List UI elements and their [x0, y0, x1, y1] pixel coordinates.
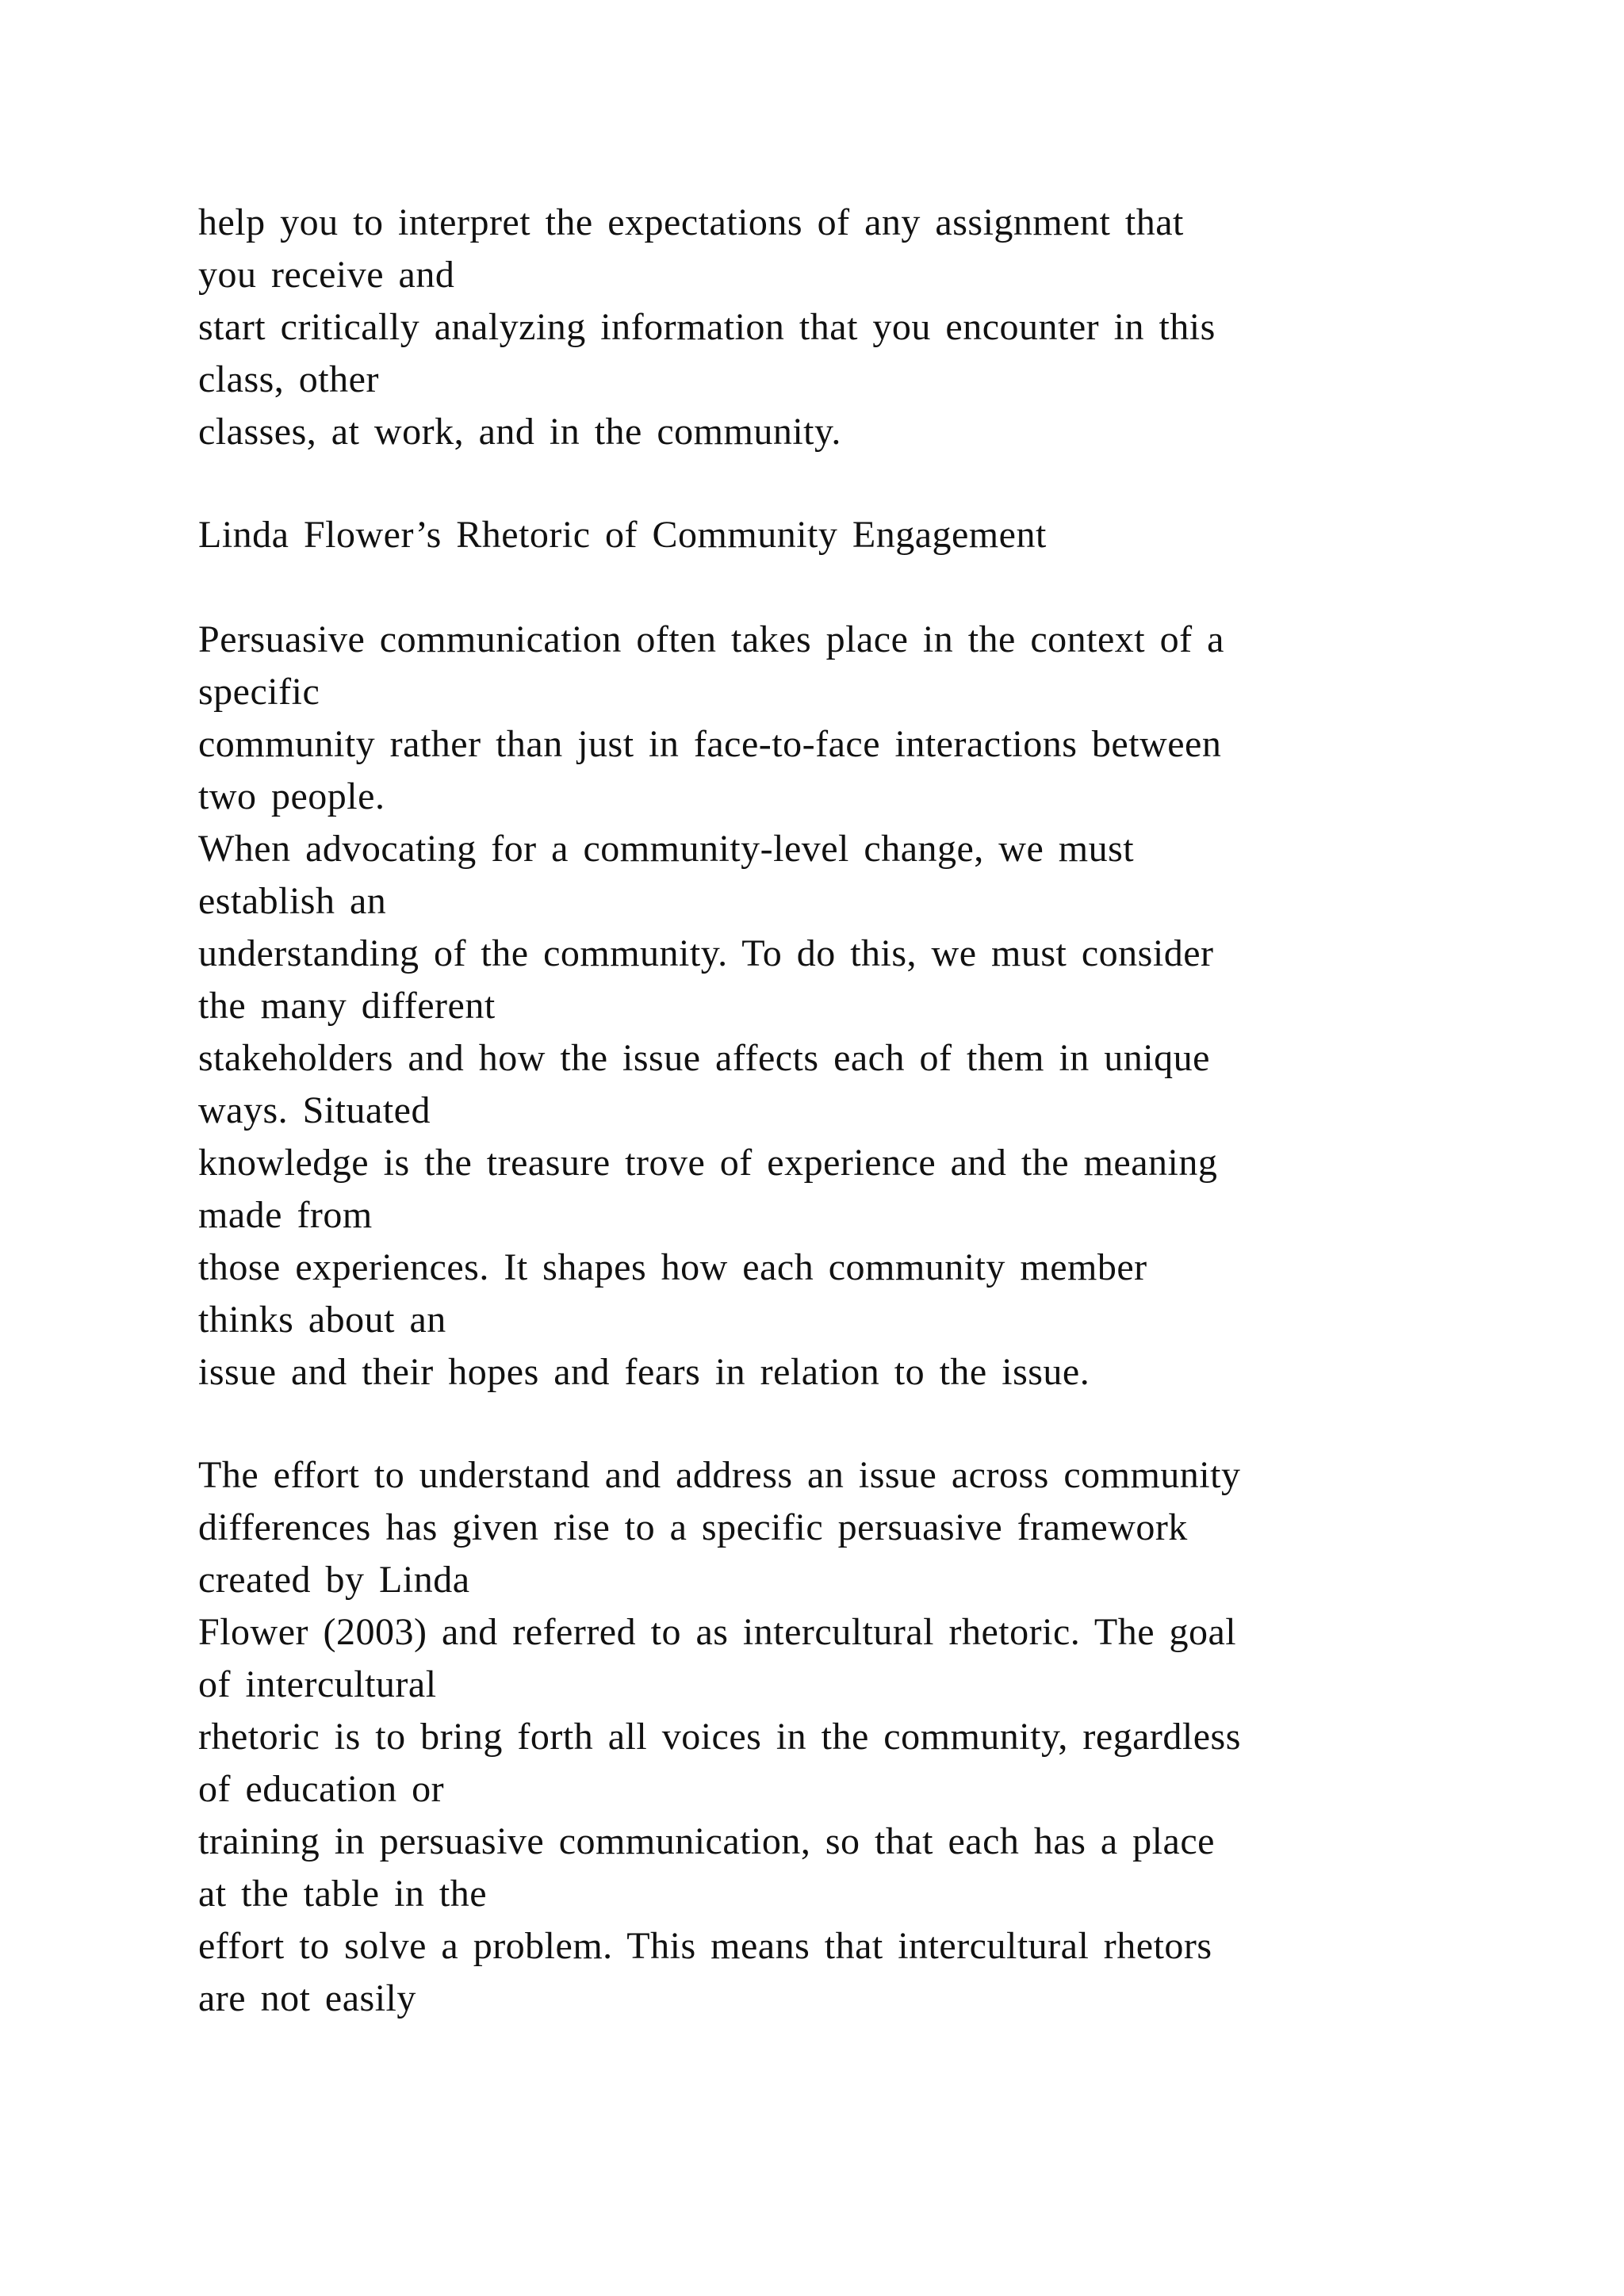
text-line: thinks about an [198, 1299, 446, 1341]
text-line: issue and their hopes and fears in relation to the issue. [198, 1351, 1090, 1393]
heading-line: Linda Flower’s Rhetoric of Community Engagement [198, 514, 1047, 556]
text-line: community rather than just in face-to-face interactions between [198, 723, 1222, 765]
text-line: effort to solve a problem. This means that intercultural rhetors [198, 1925, 1212, 1967]
text-line: When advocating for a community-level change, we must [198, 828, 1135, 870]
text-line: created by Linda [198, 1559, 470, 1601]
paragraph-persuasive-communication [198, 614, 1546, 1399]
text-line: ways. Situated [198, 1089, 431, 1131]
text-line: you receive and [198, 254, 455, 296]
text-line: establish an [198, 880, 387, 922]
text-line: of education or [198, 1768, 445, 1810]
paragraph-intercultural-rhetoric [198, 1449, 1546, 2025]
text-line: training in persuasive communication, so that each has a place [198, 1820, 1215, 1862]
text-line: class, other [198, 358, 379, 400]
text-line: understanding of the community. To do this, we must consider [198, 932, 1214, 974]
text-line: are not easily [198, 1977, 416, 2019]
text-line: the many different [198, 985, 496, 1027]
text-line: differences has given rise to a specific persuasive framework [198, 1506, 1188, 1548]
text-line: two people. [198, 775, 385, 817]
text-line: those experiences. It shapes how each community member [198, 1246, 1147, 1288]
text-line: knowledge is the treasure trove of experience and the meaning [198, 1142, 1218, 1184]
text-line: help you to interpret the expectations of any assignment that [198, 201, 1184, 243]
text-line: The effort to understand and address an issue across community [198, 1454, 1241, 1496]
text-line: Flower (2003) and referred to as intercultural rhetoric. The goal [198, 1611, 1237, 1653]
text-line: classes, at work, and in the community. [198, 411, 841, 453]
text-line: Persuasive communication often takes place in the context of a [198, 618, 1224, 660]
text-line: of intercultural [198, 1663, 437, 1705]
text-line: specific [198, 671, 320, 713]
text-line: stakeholders and how the issue affects each of them in unique [198, 1037, 1210, 1079]
section-heading [198, 509, 1546, 561]
text-line: made from [198, 1194, 373, 1236]
text-line: start critically analyzing information that you encounter in this [198, 306, 1216, 348]
text-line: at the table in the [198, 1873, 488, 1915]
text-line: rhetoric is to bring forth all voices in the community, regardless [198, 1716, 1241, 1758]
paragraph-intro [198, 197, 1546, 458]
